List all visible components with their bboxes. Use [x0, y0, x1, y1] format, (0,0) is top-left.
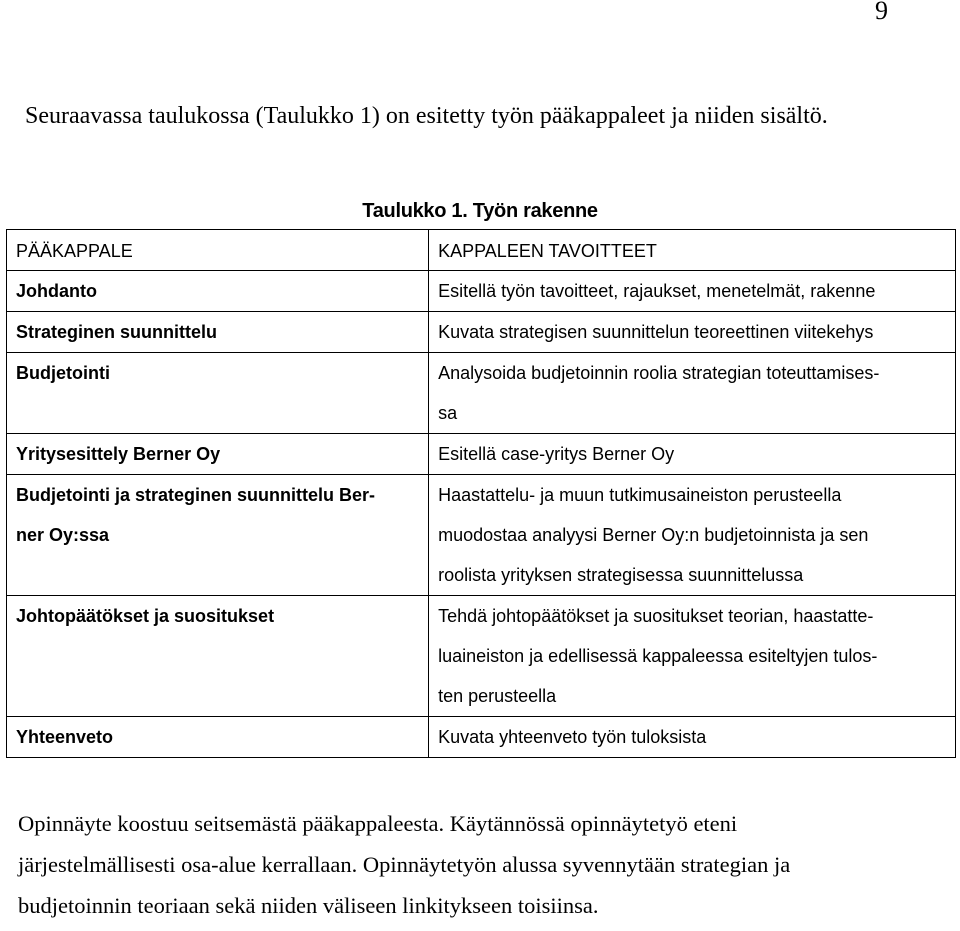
goal-cell: [429, 312, 956, 353]
chapter-line: Yhteenveto: [16, 727, 114, 747]
intro-paragraph: Seuraavassa taulukossa (Taulukko 1) on esitetty työn pääkappaleet ja niiden sisältö.: [25, 103, 828, 129]
body-line: järjestelmällisesti osa-alue kerrallaan. Opinnäytetyön alussa syvennytään strategian ja: [18, 852, 791, 877]
body-paragraph: [18, 803, 938, 926]
goal-cell: [429, 271, 956, 312]
page-number: 9: [875, 0, 888, 25]
goal-line: ten perusteella: [438, 686, 557, 706]
table-row: [7, 353, 956, 434]
goal-line: Esitellä työn tavoitteet, rajaukset, menetelmät, rakenne: [438, 281, 876, 301]
chapter-line: Johdanto: [16, 281, 97, 301]
table-header-row: [7, 230, 956, 271]
chapter-cell: [7, 434, 429, 475]
goal-line: Esitellä case-yritys Berner Oy: [438, 444, 675, 464]
goal-line: roolista yrityksen strategisessa suunnittelussa: [438, 565, 804, 585]
chapter-cell: [7, 353, 429, 434]
goal-line: Tehdä johtopäätökset ja suositukset teorian, haastatte-: [438, 606, 874, 626]
goal-cell: [429, 596, 956, 717]
chapter-cell: [7, 271, 429, 312]
table-row: [7, 312, 956, 353]
chapter-line: Strateginen suunnittelu: [16, 322, 218, 342]
goal-cell: [429, 475, 956, 596]
table-caption: Taulukko 1. Työn rakenne: [362, 200, 598, 222]
table-row: [7, 271, 956, 312]
goal-line: muodostaa analyysi Berner Oy:n budjetoinnista ja sen: [438, 525, 869, 545]
structure-table: [6, 229, 956, 758]
goal-cell: [429, 434, 956, 475]
table-row: [7, 475, 956, 596]
goal-line: Kuvata strategisen suunnittelun teoreettinen viitekehys: [438, 322, 874, 342]
goal-line: luaineiston ja edellisessä kappaleessa esiteltyjen tulos-: [438, 646, 878, 666]
chapter-line: Budjetointi: [16, 363, 110, 383]
chapter-line: Johtopäätökset ja suositukset: [16, 606, 275, 626]
goal-cell: [429, 717, 956, 758]
chapter-cell: [7, 717, 429, 758]
chapter-cell: [7, 312, 429, 353]
chapter-cell: [7, 475, 429, 596]
chapter-line: Yritysesittely Berner Oy: [16, 444, 221, 464]
goal-cell: [429, 353, 956, 434]
table-row: [7, 596, 956, 717]
header-goals: KAPPALEEN TAVOITTEET: [429, 230, 956, 271]
chapter-cell: [7, 596, 429, 717]
chapter-line: ner Oy:ssa: [16, 525, 110, 545]
body-line: Opinnäyte koostuu seitsemästä pääkappaleesta. Käytännössä opinnäytetyö eteni: [18, 811, 738, 836]
header-chapter: PÄÄKAPPALE: [7, 230, 429, 271]
goal-line: Haastattelu- ja muun tutkimusaineiston perusteella: [438, 485, 842, 505]
goal-line: sa: [438, 403, 458, 423]
table-row: [7, 717, 956, 758]
table-row: [7, 434, 956, 475]
table-body: [7, 271, 956, 758]
chapter-line: Budjetointi ja strateginen suunnittelu Ber-: [16, 485, 376, 505]
goal-line: Analysoida budjetoinnin roolia strategian toteuttamises-: [438, 363, 880, 383]
goal-line: Kuvata yhteenveto työn tuloksista: [438, 727, 707, 747]
body-line: budjetoinnin teoriaan sekä niiden väliseen linkitykseen toisiinsa.: [18, 893, 599, 918]
